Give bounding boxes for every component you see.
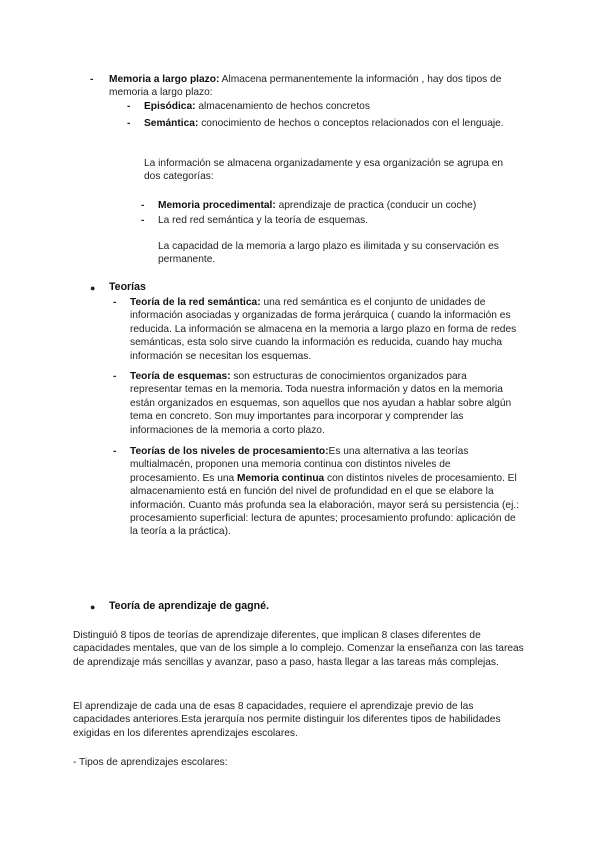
gagne-paragraph-2: El aprendizaje de cada una de esas 8 capacidades, requiere el aprendizaje previo de las capacidades anteriores.Esta jerarquía nos permite distinguir los diferentes tipos de habilidades exigidas en los diferentes aprendizajes escolares. [73, 701, 501, 739]
list-marker: - [90, 74, 94, 85]
list-marker: - [141, 200, 145, 211]
episodica-label: Episódica: [144, 101, 196, 112]
gagne-paragraph-1: Distinguió 8 tipos de teorías de aprendizaje diferentes, que implican 8 clases diferentes de capacidades mentales, que van de los simple a lo complejo. Comenzar la enseñanza con las tareas de aprendizaje más sencillas y avanzar, paso a paso, hasta llegar a las tareas más complejas. [73, 630, 524, 668]
gagne-paragraph-3: - Tipos de aprendizajes escolares: [73, 757, 228, 768]
teorias-heading: Teorías [109, 281, 146, 293]
red-semantica-item: La red red semántica y la teoría de esquemas. [158, 215, 369, 226]
organizacion-paragraph: La información se almacena organizadamente y esa organización se agrupa en dos categorías: [144, 158, 504, 183]
semantica-item [144, 117, 504, 130]
niveles-text-a: Es una alternativa a las teorías multialmacén, proponen una memoria continua con distintos niveles de procesamiento. Es una [130, 446, 469, 484]
capacidad-paragraph: La capacidad de la memoria a largo plazo es ilimitada y su conservación es permanente. [158, 241, 499, 266]
mem-largo-text: Almacena permanentemente la información , hay dos tipos de memoria a largo plazo: [109, 74, 502, 99]
episodica-text: almacenamiento de hechos concretos [195, 101, 370, 112]
list-marker: - [113, 446, 117, 457]
semantica-text: conocimiento de hechos o conceptos relacionados con el lenguaje. [198, 118, 504, 129]
red-semantica-text: una red semántica es el conjunto de unidades de información asociadas y organizadas de forma jerárquica ( cuando la información es reducida. La información se almacena en la memoria a largo plazo en forma de redes semánticas, esta solo sirve cuando la información es reducida, cuando hay mucha información se necesitan los esquemas. [130, 297, 517, 362]
niveles-label: Teorías de los niveles de procesamiento: [130, 446, 329, 457]
esquemas-text: son estructuras de conocimientos organizados para representar temas en la memoria. Toda nuestra información y datos en la memoria están organizados en esquemas, son aquellos que nos ayudan a hablar sobre algún tema en concreto. Son muy importantes para incorporar y comprender las informaciones de la memoria a corto plazo. [130, 371, 512, 436]
episodica-item [144, 100, 534, 113]
list-marker: - [113, 371, 117, 382]
list-marker: - [113, 297, 117, 308]
list-marker: - [127, 118, 131, 129]
mem-largo-label: Memoria a largo plazo: [109, 74, 220, 85]
list-marker: - [127, 101, 131, 112]
red-semantica-label: Teoría de la red semántica: [130, 297, 261, 308]
gagne-heading: Teoría de aprendizaje de gagné. [109, 600, 269, 612]
procedimental-item [158, 199, 538, 212]
list-marker: - [141, 215, 145, 226]
niveles-theory [130, 445, 522, 539]
semantica-label: Semántica: [144, 118, 199, 129]
bullet-icon: ● [90, 602, 96, 612]
mem-largo-paragraph [109, 73, 529, 100]
esquemas-label: Teoría de esquemas: [130, 371, 231, 382]
procedimental-text: aprendizaje de practica (conducir un coche) [275, 200, 477, 211]
memoria-continua-label: Memoria continua [237, 472, 325, 484]
red-semantica-theory [130, 296, 520, 363]
procedimental-label: Memoria procedimental: [158, 200, 276, 211]
esquemas-theory [130, 370, 515, 437]
niveles-text-b: con distintos niveles de procesamiento. El almacenamiento está en función del nivel de profundidad en el que se elabore la información. Cuanto más profunda sea la elaboración, mayor será su persistencia (ej.: procesamiento superficial: lectura de apuntes; procesamiento profundo: aplicación de la teoría a la práctica). [130, 472, 520, 538]
bullet-icon: ● [90, 283, 96, 293]
